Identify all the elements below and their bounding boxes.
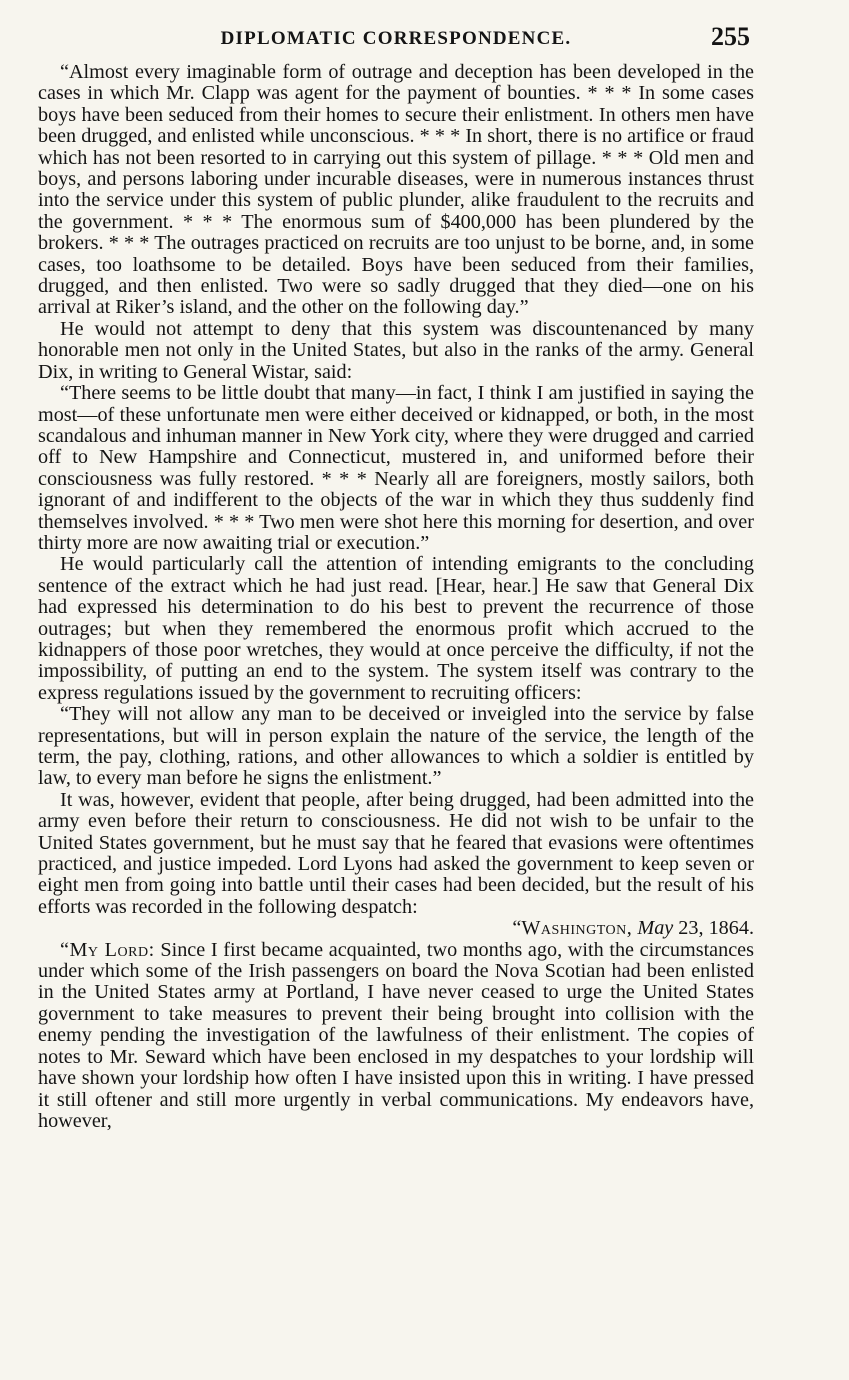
letter-paragraph: [38, 940, 754, 1133]
paragraph-bounties-quote: “Almost every imaginable form of outrage and deception has been developed in the cases in which Mr. Clapp was agent for the payment of bounties. * * * In some cases boys have been seduced from their homes to secure their enlistment. In others men have been drugged, and enlisted while unconscious. * * * In short, there is no artifice or fraud which has not been resorted to in carrying out this system of pillage. * * * Old men and boys, and persons laboring under incurable diseases, were in numerous instances thrust into the service under this system of public plunder, alike fraudulent to the recruits and the government. * * * The enormous sum of $400,000 has been plundered by the brokers. * * * The outrages practiced on recruits are too unjust to be borne, and, in some cases, too loathsome to be detailed. Boys have been seduced from their families, drugged, and then enlisted. Two were so sadly drugged that they died—one on his arrival at Riker’s island, and the other on the following day.”: [38, 61, 754, 319]
paragraph-dix-quote: “There seems to be little doubt that many—in fact, I think I am justified in saying the most—of these unfortunate men were either deceived or kidnapped, or both, in the most scandalous and inhuman manner in New York city, where they were drugged and carried off to New Hampshire and Connecticut, mustered in, and uniformed before their consciousness was fully restored. * * * Nearly all are foreigners, mostly sailors, both ignorant of and indifferent to the objects of the war in which they thus suddenly find themselves involved. * * * Two men were shot here this morning for desertion, and over thirty more are now awaiting trial or execution.”: [38, 382, 754, 554]
paragraph-lord-lyons: It was, however, evident that people, after being drugged, had been admitted into the army even before their return to consciousness. He did not wish to be unfair to the United States government, but he must say that he feared that evasions were oftentimes practiced, and justice impeded. Lord Lyons had asked the government to keep seven or eight men from going into battle until their cases had been decided, but the result of his efforts was recorded in the following despatch:: [38, 788, 754, 918]
paragraph-emigrants-warning: He would particularly call the attention of intending emigrants to the concluding sentence of the extract which he had just read. [Hear, hear.] He saw that General Dix had expressed his determination to do his best to prevent the recurrence of those outrages; but when they remembered the enormous profit which accrued to the kidnappers of those poor wretches, they would at once perceive the difficulty, if not the impossibility, of putting an end to the system. The system itself was contrary to the express regulations issued by the government to recruiting officers:: [38, 553, 754, 704]
letter-salutation: “My Lord:: [60, 938, 155, 961]
page-header: [38, 22, 754, 62]
dateline-open-quote: “: [512, 917, 522, 940]
dateline-month: May: [637, 917, 674, 940]
despatch-dateline: [38, 918, 754, 939]
paragraph-general-dix-intro: He would not attempt to deny that this system was discountenanced by many honorable men not only in the United States, but also in the ranks of the army. General Dix, in writing to General Wistar, said:: [38, 317, 754, 383]
dateline-place: Washington,: [521, 917, 633, 940]
letter-text: Since I first became acquainted, two months ago, with the circumstances under which some of the Irish passengers on board the Nova Scotian had been enlisted in the United States army at Portland, I have never ceased to urge the United States government to take measures to prevent their being brought into collision with the enemy pending the investigation of the lawfulness of their enlistment. The copies of notes to Mr. Seward which have been enclosed in my despatches to your lordship will have shown your lordship how often I have insisted upon this in writing. I have pressed it still oftener and still more urgently in verbal communications. My endeavors have, however,: [38, 938, 755, 1132]
dateline-day-year: 23, 1864.: [678, 917, 754, 940]
page-number: 255: [711, 22, 750, 51]
paragraph-regulations-quote: “They will not allow any man to be deceived or inveigled into the service by false representations, but will in person explain the nature of the service, the length of the term, the pay, clothing, rations, and other allowances to which a soldier is entitled by law, to every man before he signs the enlistment.”: [38, 703, 754, 790]
running-title: DIPLOMATIC CORRESPONDENCE.: [220, 28, 572, 49]
body-text: [38, 62, 754, 1132]
document-page: [38, 22, 754, 1132]
